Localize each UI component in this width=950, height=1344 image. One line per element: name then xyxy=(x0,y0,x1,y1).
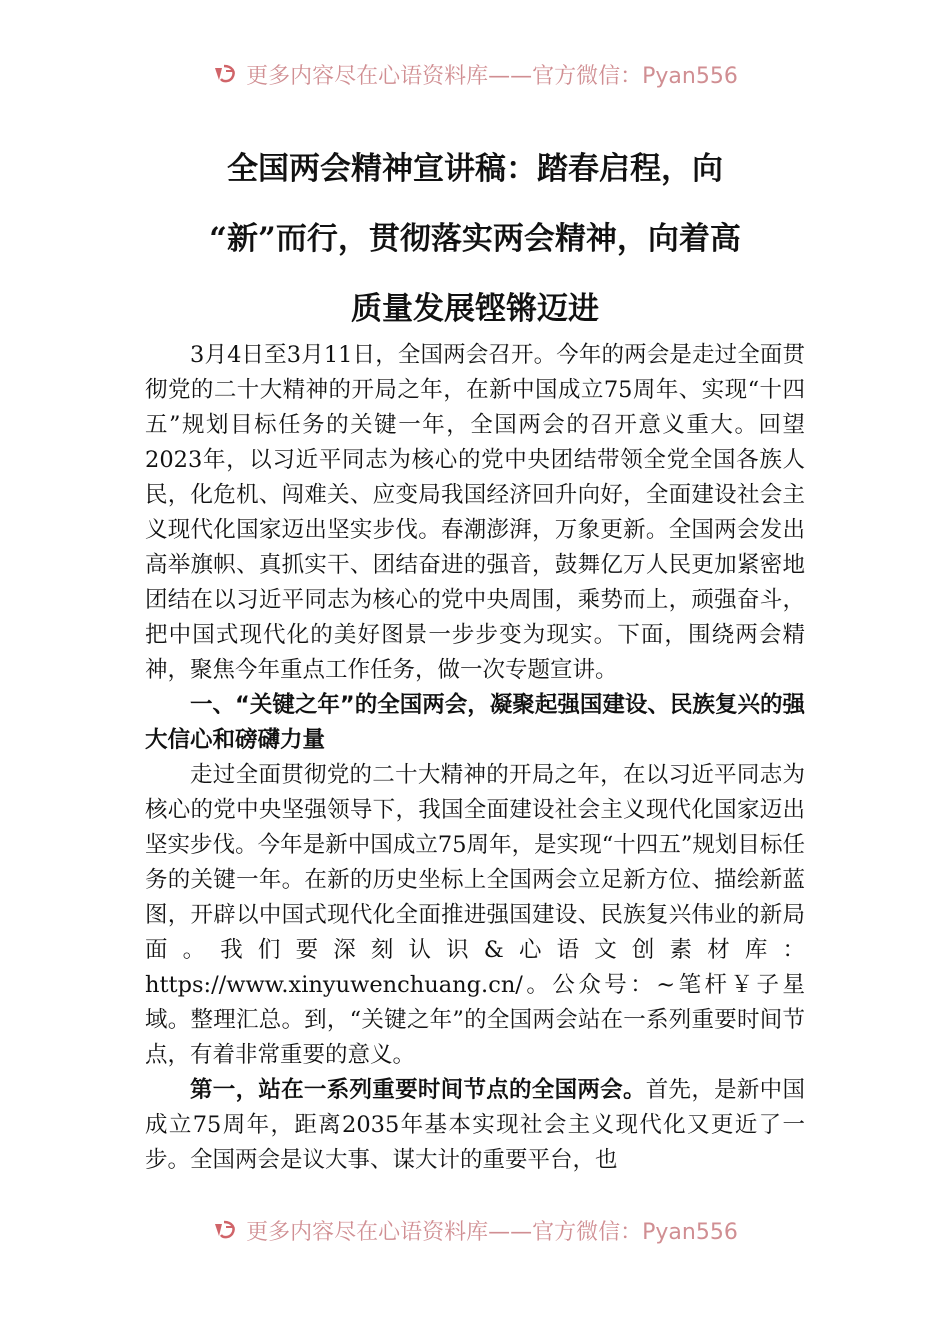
document-body xyxy=(145,338,805,1178)
paragraph-first-point xyxy=(145,1073,805,1178)
logo-icon xyxy=(212,1218,240,1242)
paragraph-section-1: 走过全面贯彻党的二十大精神的开局之年，在以习近平同志为核心的党中央坚强领导下，我国全面建设社会主义现代化国家迈出坚实步伐。今年是新中国成立75周年，是实现“十四五”规划目标任务的关键一年。在新的历史坐标上全国两会立足新方位、描绘新蓝图，开辟以中国式现代化全面推进强国建设、民族复兴伟业的新局面。我们要深刻认识&心语文创素材库：https://www.xinyuwenchuang.cn/。公众号：~笔杆￥子星域。整理汇总。到，“关键之年”的全国两会站在一系列重要时间节点，有着非常重要的意义。 xyxy=(145,762,805,1068)
watermark-text: 更多内容尽在心语资料库——官方微信：Pyan556 xyxy=(246,63,738,88)
title-line: 全国两会精神宣讲稿：踏春启程，向 xyxy=(227,151,723,187)
logo-icon xyxy=(212,62,240,86)
watermark-header xyxy=(0,48,950,88)
paragraph-text: 首先，是新中国成立75周年，距离2035年基本实现社会主义现代化又更近了一步。全国两会是议大事、谋大计的重要平台，也 xyxy=(145,1077,805,1173)
document-title xyxy=(145,134,805,344)
watermark-text: 更多内容尽在心语资料库——官方微信：Pyan556 xyxy=(246,1219,738,1244)
title-line: “新”而行，贯彻落实两会精神，向着高 xyxy=(209,221,741,257)
watermark xyxy=(212,59,738,89)
bold-lead: 第一，站在一系列重要时间节点的全国两会。 xyxy=(190,1077,646,1103)
section-heading-1: 一、“关键之年”的全国两会，凝聚起强国建设、民族复兴的强大信心和磅礴力量 xyxy=(145,692,805,753)
title-line: 质量发展铿锵迈进 xyxy=(351,291,599,327)
paragraph-intro: 3月4日至3月11日，全国两会召开。今年的两会是走过全面贯彻党的二十大精神的开局之年，在新中国成立75周年、实现“十四五”规划目标任务的关键一年，全国两会的召开意义重大。回望2023年，以习近平同志为核心的党中央团结带领全党全国各族人民，化危机、闯难关、应变局我国经济回升向好，全面建设社会主义现代化国家迈出坚实步伐。春潮澎湃，万象更新。全国两会发出高举旗帜、真抓实干、团结奋进的强音，鼓舞亿万人民更加紧密地团结在以习近平同志为核心的党中央周围，乘势而上，顽强奋斗，把中国式现代化的美好图景一步步变为现实。下面，围绕两会精神，聚焦今年重点工作任务，做一次专题宣讲。 xyxy=(145,342,805,683)
watermark-footer xyxy=(0,1204,950,1244)
watermark xyxy=(212,1215,738,1245)
